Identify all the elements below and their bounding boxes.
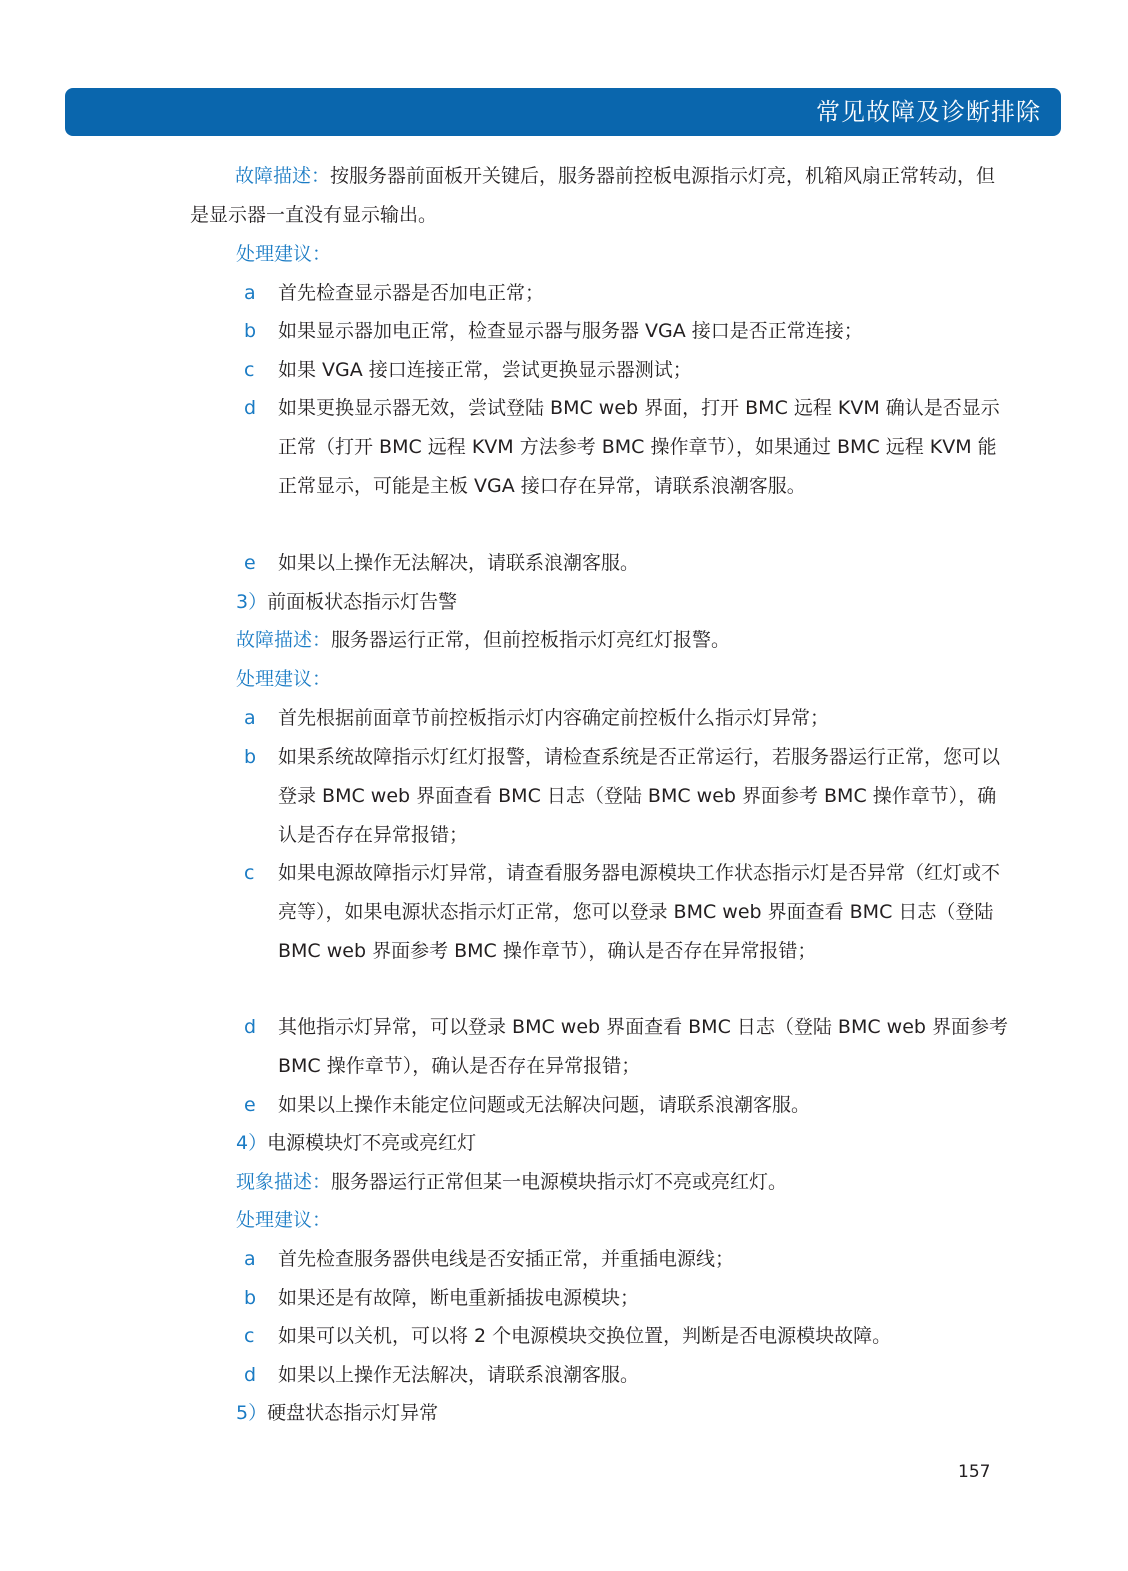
list-item-text: 如果显示器加电正常，检查显示器与服务器 VGA 接口是否正常连接； xyxy=(278,320,863,342)
section-heading-text: 前面板状态指示灯告警 xyxy=(267,591,458,613)
list-item xyxy=(236,699,1008,738)
list-marker: c xyxy=(244,862,255,884)
list-item xyxy=(236,1240,1008,1279)
chapter-header-bar xyxy=(65,88,1061,136)
fault-description-label: 故障描述： xyxy=(235,165,331,187)
list-item xyxy=(236,274,1008,313)
list-item-text: 其他指示灯异常，可以登录 BMC web 界面查看 BMC 日志（登陆 BMC web 界面参考 BMC 操作章节），确认是否存在异常报错； xyxy=(278,1016,1008,1077)
list-item-text: 如果以上操作未能定位问题或无法解决问题，请联系浪潮客服。 xyxy=(278,1094,811,1116)
fault-description-label: 故障描述： xyxy=(236,629,332,651)
list-item xyxy=(236,312,1008,351)
list-item-text: 如果电源故障指示灯异常，请查看服务器电源模块工作状态指示灯是否异常（红灯或不亮等），如果电源状态指示灯正常，您可以登录 BMC web 界面查看 BMC 日志（登陆 BMC web 界面参考 BMC 操作章节），确认是否存在异常报错； xyxy=(278,862,1001,962)
chapter-title: 常见故障及诊断排除 xyxy=(816,98,1041,126)
list-marker: c xyxy=(244,359,255,381)
section-heading-text: 硬盘状态指示灯异常 xyxy=(267,1402,439,1424)
list-item-text: 首先检查显示器是否加电正常； xyxy=(278,282,545,304)
phenomenon-description-text: 服务器运行正常但某一电源模块指示灯不亮或亮红灯。 xyxy=(331,1171,788,1193)
section-number: 4） xyxy=(236,1132,268,1154)
list-item-text: 如果可以关机，可以将 2 个电源模块交换位置，判断是否电源模块故障。 xyxy=(278,1325,892,1347)
list-marker: a xyxy=(244,1248,256,1270)
advice-label: 处理建议： xyxy=(236,668,332,690)
list-marker: d xyxy=(244,1016,257,1038)
fault-description-paragraph xyxy=(190,157,1008,235)
list-marker: b xyxy=(244,1287,257,1309)
page-number: 157 xyxy=(958,1462,991,1482)
list-item xyxy=(236,389,1008,506)
section-heading xyxy=(236,1124,476,1163)
list-marker: a xyxy=(244,282,256,304)
list-marker: a xyxy=(244,707,256,729)
list-item xyxy=(236,351,1008,390)
section-number: 5） xyxy=(236,1402,268,1424)
list-item-text: 如果以上操作无法解决，请联系浪潮客服。 xyxy=(278,1364,640,1386)
list-marker: e xyxy=(244,552,256,574)
section-number: 3） xyxy=(236,591,268,613)
list-item xyxy=(236,738,1008,855)
phenomenon-description-paragraph xyxy=(236,1163,787,1202)
list-item xyxy=(236,1317,1008,1356)
list-marker: b xyxy=(244,746,257,768)
list-item xyxy=(236,1086,1008,1125)
list-item-text: 如果 VGA 接口连接正常，尝试更换显示器测试； xyxy=(278,359,692,381)
list-marker: d xyxy=(244,1364,257,1386)
list-item-text: 首先根据前面章节前控板指示灯内容确定前控板什么指示灯异常； xyxy=(278,707,830,729)
list-item-text: 如果还是有故障，断电重新插拔电源模块； xyxy=(278,1287,640,1309)
section-heading xyxy=(236,583,457,622)
list-item xyxy=(236,1008,1008,1086)
list-marker: e xyxy=(244,1094,256,1116)
list-item-text: 如果更换显示器无效，尝试登陆 BMC web 界面，打开 BMC 远程 KVM 确认是否显示正常（打开 BMC 远程 KVM 方法参考 BMC 操作章节），如果通过 BMC 远程 KVM 能正常显示，可能是主板 VGA 接口存在异常，请联系浪潮客服。 xyxy=(278,397,1000,497)
list-marker: c xyxy=(244,1325,255,1347)
list-item xyxy=(236,544,1008,583)
list-marker: b xyxy=(244,320,257,342)
section-heading xyxy=(236,1394,438,1433)
list-item xyxy=(236,1279,1008,1318)
fault-description-text: 按服务器前面板开关键后，服务器前控板电源指示灯亮，机箱风扇正常转动，但是显示器一直没有显示输出。 xyxy=(190,165,996,226)
fault-description-text: 服务器运行正常，但前控板指示灯亮红灯报警。 xyxy=(331,629,731,651)
list-item-text: 首先检查服务器供电线是否安插正常，并重插电源线； xyxy=(278,1248,735,1270)
advice-label: 处理建议： xyxy=(236,1209,332,1231)
list-item xyxy=(236,854,1008,971)
advice-label: 处理建议： xyxy=(236,243,332,265)
list-item xyxy=(236,1356,1008,1395)
list-item-text: 如果系统故障指示灯红灯报警，请检查系统是否正常运行，若服务器运行正常，您可以登录 BMC web 界面查看 BMC 日志（登陆 BMC web 界面参考 BMC 操作章节），确认是否存在异常报错； xyxy=(278,746,1001,846)
list-marker: d xyxy=(244,397,257,419)
section-heading-text: 电源模块灯不亮或亮红灯 xyxy=(267,1132,477,1154)
phenomenon-description-label: 现象描述： xyxy=(236,1171,332,1193)
list-item-text: 如果以上操作无法解决，请联系浪潮客服。 xyxy=(278,552,640,574)
fault-description-paragraph xyxy=(236,621,730,660)
